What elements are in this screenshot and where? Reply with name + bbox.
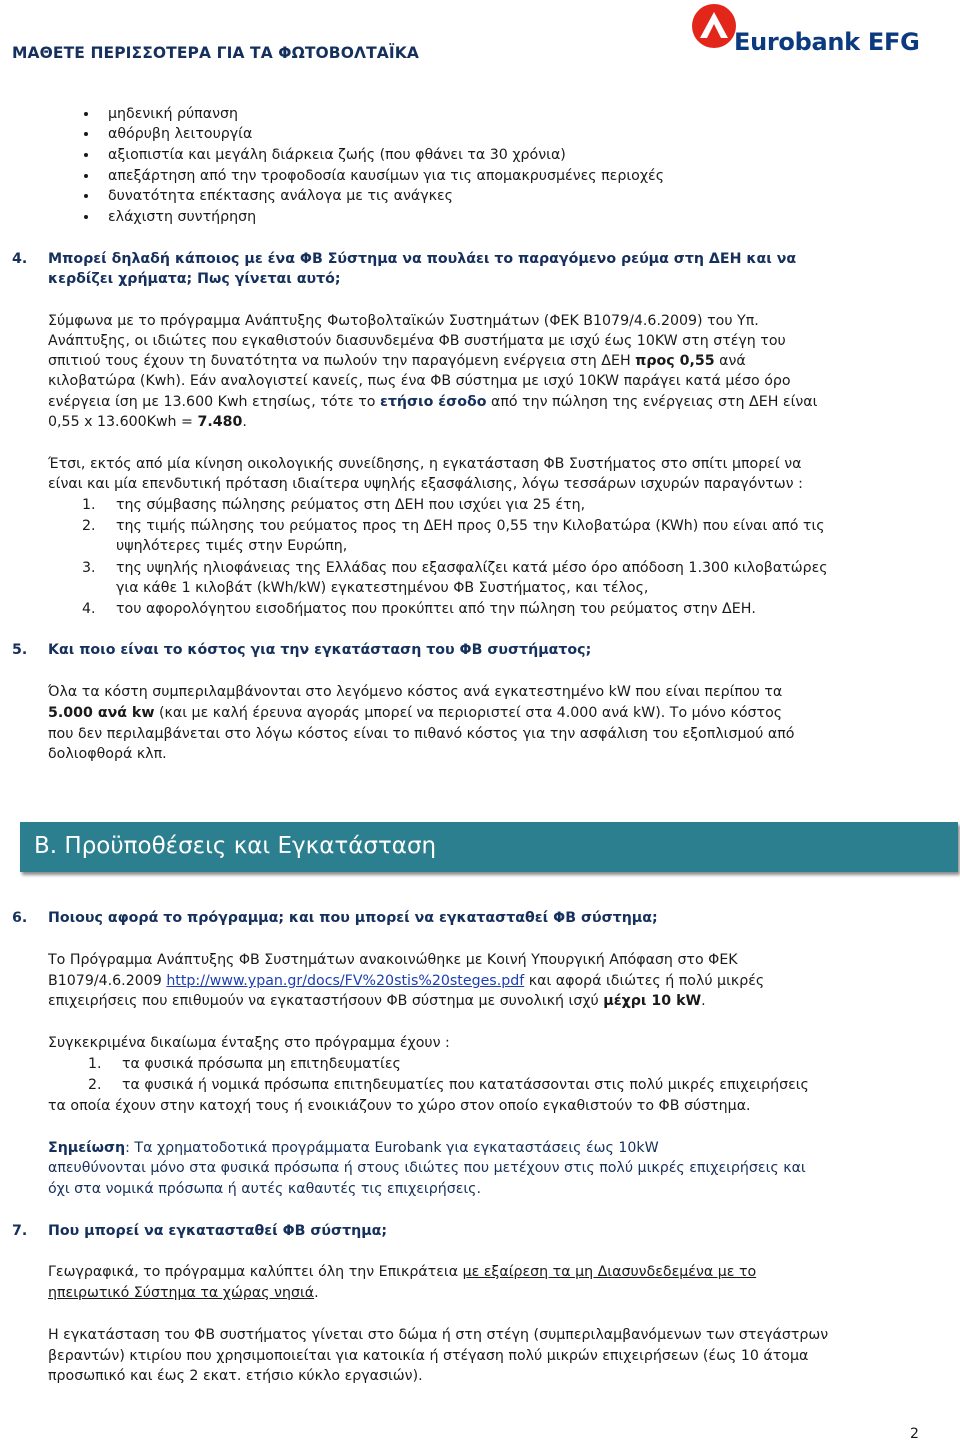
question-number: 5. bbox=[12, 642, 28, 658]
underlined-text: με εξαίρεση τα μη Διασυνδεδεμένα με το bbox=[462, 1264, 757, 1280]
text-span: από την πώληση της ενέργειας στη ΔΕΗ είναι bbox=[486, 394, 818, 410]
text-span: ενέργεια ίση με 13.600 Kwh ετησίως, τότε το bbox=[48, 394, 380, 410]
paragraph-line: Ανάπτυξης, οι ιδιώτες που εγκαθιστούν διασυνδεμένα ΦΒ συστήματα με ισχύ έως 10KW στη στέγη του bbox=[48, 333, 786, 349]
paragraph-line: Συγκεκριμένα δικαίωμα ένταξης στο πρόγραμμα έχουν : bbox=[48, 1035, 450, 1051]
paragraph-line: Έτσι, εκτός από μία κίνηση οικολογικής συνείδησης, η εγκατάσταση ΦΒ Συστήματος στο σπίτι μπορεί να bbox=[48, 456, 802, 472]
section-title: Β. Προϋποθέσεις και Εγκατάσταση bbox=[34, 833, 437, 859]
list-number: 1. bbox=[88, 1056, 102, 1072]
list-number: 1. bbox=[82, 497, 96, 513]
text-span: . bbox=[701, 993, 706, 1009]
list-item: της υψηλής ηλιοφάνειας της Ελλάδας που εξασφαλίζει κατά μέσο όρο απόδοση 1.300 κιλοβατώρες bbox=[116, 560, 828, 576]
paragraph-line bbox=[48, 1283, 319, 1303]
paragraph-line: Σύμφωνα με το πρόγραμμα Ανάπτυξης Φωτοβολταϊκών Συστημάτων (ΦΕΚ Β1079/4.6.2009) του Υπ. bbox=[48, 313, 759, 329]
annual-income-bold: ετήσιο έσοδο bbox=[379, 394, 487, 410]
list-item: τα φυσικά ή νομικά πρόσωπα επιτηδευματίες που κατατάσσονται στις πολύ μικρές επιχειρήσεις bbox=[122, 1077, 809, 1093]
text-span: Γεωγραφικά, το πρόγραμμα καλύπτει όλη την Επικράτεια bbox=[48, 1264, 463, 1280]
question-number: 7. bbox=[12, 1223, 28, 1239]
fek-link[interactable]: http://www.ypan.gr/docs/FV%20stis%20steges.pdf bbox=[166, 973, 525, 989]
paragraph-line: Όλα τα κόστη συμπεριλαμβάνονται στο λεγόμενο κόστος ανά εγκατεστημένο kW που είναι περίπου τα bbox=[48, 684, 783, 700]
power-limit-bold: μέχρι 10 kW bbox=[603, 993, 702, 1009]
paragraph-line: βεραντών) κτιρίου που χρησιμοποιείται για κατοικία ή στέγαση πολύ μικρών επιχειρήσεων (έως 10 άτομα bbox=[48, 1348, 809, 1364]
paragraph-line: κιλοβατώρα (Kwh). Εάν αναλογιστεί κανείς, πως ένα ΦΒ σύστημα με ισχύ 10KW παράγει κατά μέσο όρο bbox=[48, 373, 791, 389]
paragraph-line bbox=[48, 392, 817, 412]
paragraph-line: που δεν περιλαμβάνεται στο λόγω κόστος είναι το πιθανό κόστος για την ασφάλιση του εξοπλισμού από bbox=[48, 726, 795, 742]
note-line bbox=[48, 1138, 659, 1158]
paragraph-line: προσωπικό και έως 2 εκατ. ετήσιο κύκλο εργασιών). bbox=[48, 1368, 423, 1384]
text-span: . bbox=[242, 414, 247, 430]
text-span: και αφορά ιδιώτες ή πολύ μικρές bbox=[524, 973, 765, 989]
text-span: 0,55 x 13.600Kwh = bbox=[48, 414, 198, 430]
paragraph-line: Το Πρόγραμμα Ανάπτυξης ΦΒ Συστημάτων ανακοινώθηκε με Κοινή Υπουργική Απόφαση στο ΦΕΚ bbox=[48, 952, 738, 968]
list-item: αθόρυβη λειτουργία bbox=[108, 126, 253, 142]
price-bold: προς 0,55 bbox=[635, 353, 715, 369]
list-item: της σύμβασης πώλησης ρεύματος στη ΔΕΗ που ισχύει για 25 έτη, bbox=[116, 497, 586, 513]
list-item: δυνατότητα επέκτασης ανάλογα με τις ανάγκες bbox=[108, 188, 454, 204]
paragraph-line bbox=[48, 412, 247, 432]
question-title: κερδίζει χρήματα; Πως γίνεται αυτό; bbox=[48, 271, 341, 287]
text-span: . bbox=[314, 1285, 319, 1301]
paragraph-line: είναι και μία επενδυτική πρόταση ιδιαίτερα υψηλής εξασφάλισης, λόγω τεσσάρων ισχυρών παραγόντων : bbox=[48, 476, 803, 492]
question-title: Μπορεί δηλαδή κάποιος με ένα ΦΒ Σύστημα να πουλάει το παραγόμενο ρεύμα στη ΔΕΗ και να bbox=[48, 251, 797, 267]
paragraph-line bbox=[48, 971, 764, 991]
paragraph-line bbox=[48, 351, 746, 371]
paragraph-line: δολιοφθορά κλπ. bbox=[48, 746, 167, 762]
section-banner bbox=[20, 822, 958, 872]
question-number: 4. bbox=[12, 251, 28, 267]
list-item: αξιοπιστία και μεγάλη διάρκεια ζωής (που φθάνει τα 30 χρόνια) bbox=[108, 147, 566, 163]
list-item: μηδενική ρύπανση bbox=[108, 106, 238, 122]
list-item: για κάθε 1 κιλοβάτ (kWh/kW) εγκατεστημένου ΦΒ Συστήματος, και τέλος, bbox=[116, 580, 649, 596]
question-title: Και ποιο είναι το κόστος για την εγκατάσταση του ΦΒ συστήματος; bbox=[48, 642, 592, 658]
eurobank-logo-icon bbox=[690, 2, 738, 50]
paragraph-line bbox=[48, 991, 706, 1011]
note-line: απευθύνονται μόνο στα φυσικά πρόσωπα ή στους ιδιώτες που μετέχουν στις πολύ μικρές επιχειρήσεις και bbox=[48, 1160, 806, 1176]
list-number: 2. bbox=[88, 1077, 102, 1093]
text-span: Β1079/4.6.2009 bbox=[48, 973, 167, 989]
question-title: Ποιους αφορά το πρόγραμμα; και που μπορεί να εγκατασταθεί ΦΒ σύστημα; bbox=[48, 910, 658, 926]
page-header bbox=[0, 0, 960, 80]
list-number: 2. bbox=[82, 518, 96, 534]
paragraph-line bbox=[48, 1262, 756, 1282]
text-span: (και με καλή έρευνα αγοράς μπορεί να περιοριστεί στα 4.000 ανά kW). Το μόνο κόστος bbox=[154, 705, 783, 721]
question-title: Που μπορεί να εγκατασταθεί ΦΒ σύστημα; bbox=[48, 1223, 388, 1239]
paragraph-line bbox=[48, 703, 782, 723]
paragraph-line: Η εγκατάσταση του ΦΒ συστήματος γίνεται στο δώμα ή στη στέγη (συμπεριλαμβανόμενων των στεγάστρων bbox=[48, 1327, 829, 1343]
text-span: ανά bbox=[714, 353, 746, 369]
list-item: υψηλότερες τιμές στην Ευρώπη, bbox=[116, 538, 348, 554]
list-item: του αφορολόγητου εισοδήματος που προκύπτει από την πώληση του ρεύματος στην ΔΕΗ. bbox=[116, 601, 756, 617]
eurobank-logo bbox=[690, 2, 960, 64]
list-item: της τιμής πώλησης του ρεύματος προς τη ΔΕΗ προς 0,55 την Κιλοβατώρα (KWh) που είναι από τις bbox=[116, 518, 825, 534]
list-item: απεξάρτηση από την τροφοδοσία καυσίμων για τις απομακρυσμένες περιοχές bbox=[108, 168, 665, 184]
list-number: 3. bbox=[82, 560, 96, 576]
total-bold: 7.480 bbox=[197, 414, 243, 430]
cost-bold: 5.000 ανά kw bbox=[48, 705, 155, 721]
list-item: ελάχιστη συντήρηση bbox=[108, 209, 257, 225]
logo-text: Eurobank EFG bbox=[734, 28, 920, 56]
list-item: τα φυσικά πρόσωπα μη επιτηδευματίες bbox=[122, 1056, 401, 1072]
page-number: 2 bbox=[910, 1426, 919, 1442]
note-label: Σημείωση bbox=[48, 1140, 126, 1156]
paragraph-line: τα οποία έχουν στην κατοχή τους ή ενοικιάζουν το χώρο στον οποίο εγκαθιστούν το ΦΒ σύστημα. bbox=[48, 1098, 751, 1114]
header-title: ΜΑΘΕΤΕ ΠΕΡΙΣΣΟΤΕΡΑ ΓΙΑ ΤΑ ΦΩΤΟΒΟΛΤΑΪΚΑ bbox=[12, 44, 419, 62]
text-span: : Τα χρηματοδοτικά προγράμματα Eurobank για εγκαταστάσεις έως 10kW bbox=[125, 1140, 659, 1156]
text-span: σπιτιού τους έχουν τη δυνατότητα να πωλούν την παραγόμενη ενέργεια στη ΔΕΗ bbox=[48, 353, 631, 369]
text-span: επιχειρήσεις που επιθυμούν να εγκαταστήσουν ΦΒ σύστημα με συνολική ισχύ bbox=[48, 993, 604, 1009]
note-line: όχι στα νομικά πρόσωπα ή αυτές καθαυτές τις επιχειρήσεις. bbox=[48, 1181, 482, 1197]
underlined-text: ηπειρωτικό Σύστημα τα χώρας νησιά bbox=[48, 1285, 315, 1301]
list-number: 4. bbox=[82, 601, 96, 617]
question-number: 6. bbox=[12, 910, 28, 926]
